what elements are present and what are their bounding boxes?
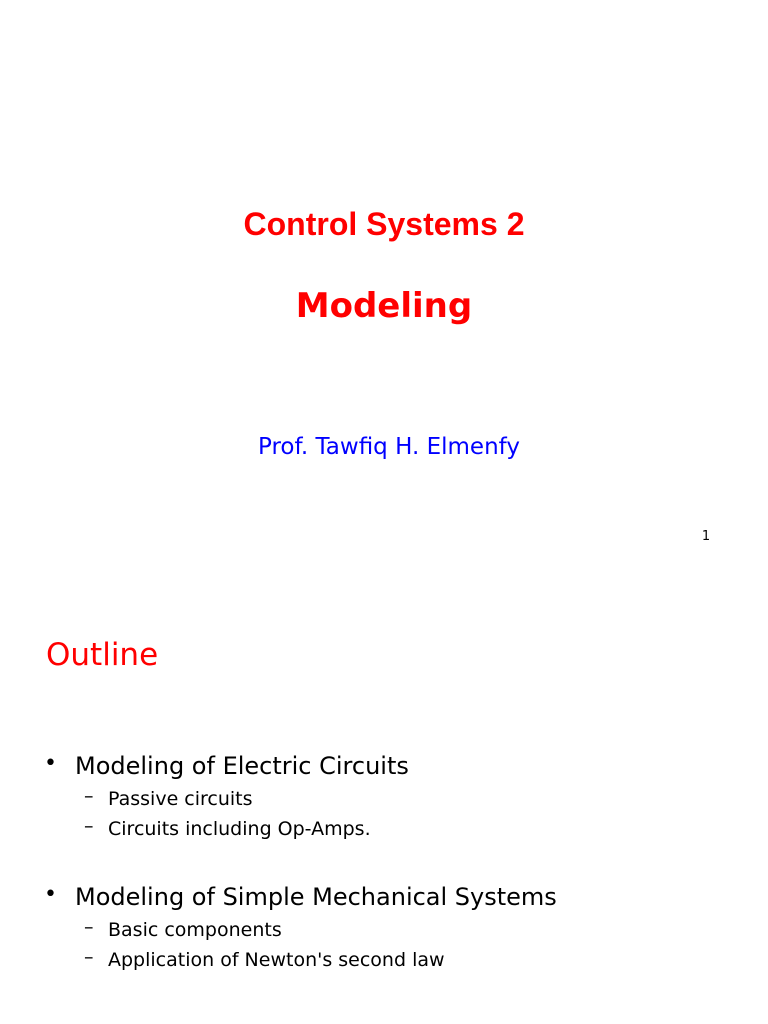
dash-icon: – [84,815,94,837]
dash-icon: – [84,916,94,938]
author-name: Prof. Tawfiq H. Elmenfy [258,434,520,460]
outline-subitem-label: Circuits including Op-Amps. [108,818,371,840]
outline-slide [0,576,768,1024]
page-number: 1 [701,529,711,544]
bullet-icon: • [44,751,57,776]
dash-icon: – [84,946,94,968]
slide-subtitle: Modeling [295,286,473,326]
outline-title: Outline [46,637,159,673]
bullet-icon: • [44,882,57,907]
outline-item-label: Modeling of Electric Circuits [75,752,409,780]
outline-subitem-label: Passive circuits [108,788,253,810]
outline-item-label: Modeling of Simple Mechanical Systems [75,883,557,911]
slide-title: Control Systems 2 [243,206,525,242]
outline-subitem-label: Application of Newton's second law [108,949,445,971]
dash-icon: – [84,785,94,807]
outline-subitem-label: Basic components [108,919,282,941]
